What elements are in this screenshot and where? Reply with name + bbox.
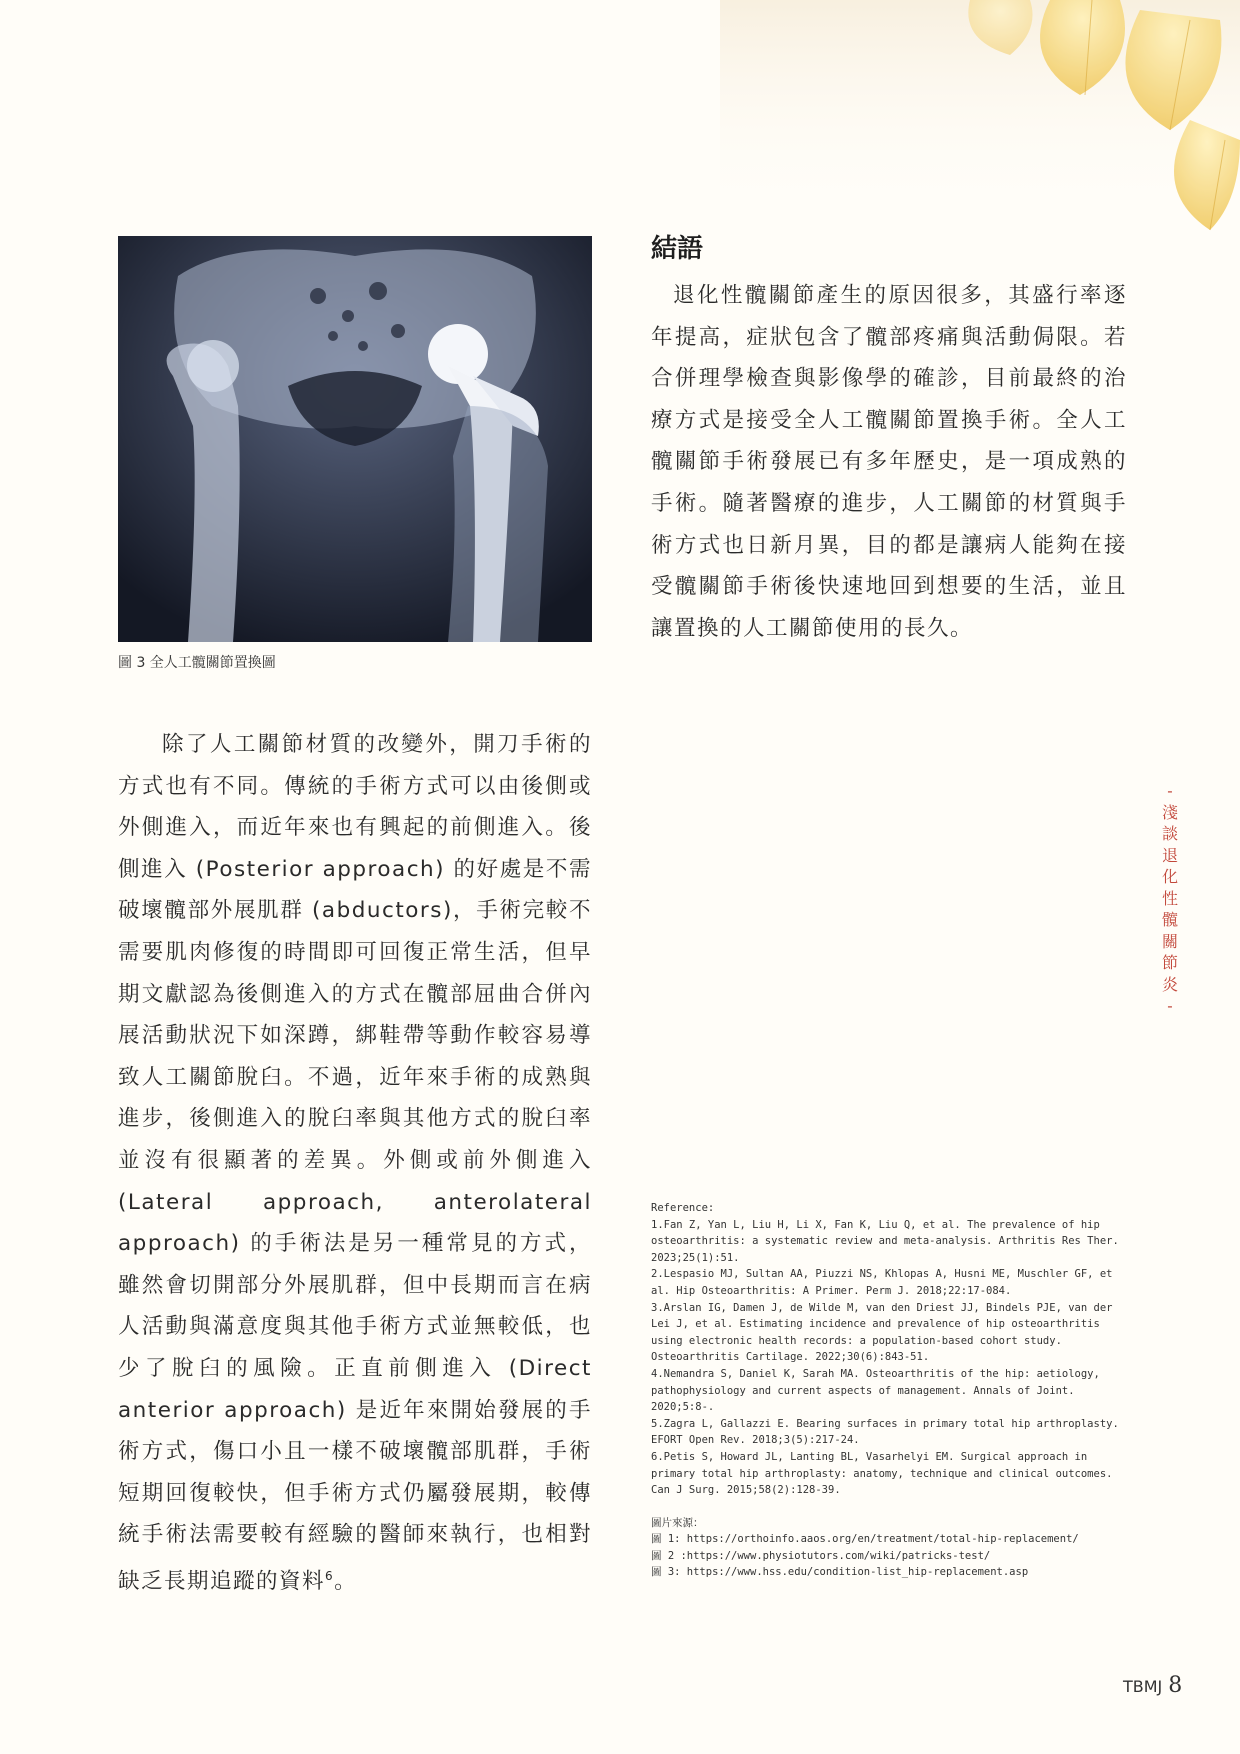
reference-item: 4.Nemandra S, Daniel K, Sarah MA. Osteoarthritis of the hip: aetiology, pathophysiology and current aspects of management. Annals of Joint. 2020;5:8-. [651,1367,1100,1414]
vertical-article-title: - 淺 談 退 化 性 髖 關 節 炎 - [1161,781,1178,1015]
paragraph-ending: 。 [334,1569,358,1595]
image-sources-label: 圖片來源： [651,1516,704,1529]
page-number: 8 [1168,1673,1183,1698]
left-body-text [118,724,592,1603]
conclusion-paragraph: 退化性髖關節產生的原因很多，其盛行率逐年提高，症狀包含了髖部疼痛與活動侷限。若合併理學檢查與影像學的確診，目前最終的治療方式是接受全人工髖關節置換手術。全人工髖關節手術發展已有多年歷史，是一項成熟的手術。隨著醫療的進步，人工關節的材質與手術方式也日新月異，目的都是讓病人能夠在接受髖關節手術後快速地回到想要的生活，並且讓置換的人工關節使用的長久。 [651,283,1127,641]
hip-replacement-xray-image [118,236,592,642]
reference-item: 5.Zagra L, Gallazzi E. Bearing surfaces in primary total hip arthroplasty. EFORT Open Rev. 2018;3(5):217-24. [651,1417,1119,1447]
image-source-item: 圖 2 :https://www.physiotutors.com/wiki/patricks-test/ [651,1549,991,1562]
surgical-approach-paragraph: 除了人工關節材質的改變外，開刀手術的方式也有不同。傳統的手術方式可以由後側或外側進入，而近年來也有興起的前側進入。後側進入 (Posterior approach) 的好處是不需破壞髖部外展肌群 (abductors)，手術完較不需要肌肉修復的時間即可回復正常生活，但早期文獻認為後側進入的方式在髖部屈曲合併內展活動狀況下如深蹲，綁鞋帶等動作較容易導致人工關節脫臼。不過，近年來手術的成熟與進步，後側進入的脫臼率與其他方式的脫臼率並沒有很顯著的差異。外側或前外側進入 (Lateral approach, anterolateral approach) 的手術法是另一種常見的方式，雖然會切開部分外展肌群，但中長期而言在病人活動與滿意度與其他手術方式並無較低，也少了脫臼的風險。正直前側進入 (Direct anterior approach) 是近年來開始發展的手術方式，傷口小且一樣不破壞髖部肌群，手術短期回復較快，但手術方式仍屬發展期，較傳統手術法需要較有經驗的醫師來執行，也相對缺乏長期追蹤的資料 [118,732,592,1595]
reference-item: 3.Arslan IG, Damen J, de Wilde M, van den Driest JJ, Bindels PJE, van der Lei J, et al. Estimating incidence and prevalence of hip osteoarthritis using electronic health records: a population-based cohort study. Osteoarthritis Cartilage. 2022;30(6):843-51. [651,1301,1113,1364]
image-source-item: 圖 3: https://www.hss.edu/condition-list_hip-replacement.asp [651,1566,1029,1579]
figure-caption: 圖 3 全人工髖關節置換圖 [118,655,276,671]
reference-item: 2.Lespasio MJ, Sultan AA, Piuzzi NS, Khlopas A, Husni ME, Muschler GF, et al. Hip Osteoarthritis: A Primer. Perm J. 2018;22:17-084. [651,1268,1113,1297]
conclusion-heading: 結語 [651,234,704,264]
image-source-item: 圖 1: https://orthoinfo.aaos.org/en/treatment/total-hip-replacement/ [651,1533,1079,1546]
reference-item: 6.Petis S, Howard JL, Lanting BL, Vasarhelyi EM. Surgical approach in primary total hip arthroplasty: anatomy, technique and clinical outcomes. Can J Surg. 2015;58(2):128-39. [651,1450,1113,1497]
ginkgo-leaf-decoration [720,0,1240,260]
references-section [651,1200,1129,1581]
page-footer [1123,1673,1182,1698]
reference-item: 1.Fan Z, Yan L, Liu H, Li X, Fan K, Liu Q, et al. The prevalence of hip osteoarthritis: a systematic review and meta-analysis. Arthritis Res Ther. 2023;25(1):51. [651,1218,1119,1264]
reference-superscript: 6 [325,1568,335,1583]
references-label: Reference: [651,1202,715,1214]
journal-name: TBMJ [1123,1677,1163,1696]
conclusion-section [651,228,1127,649]
